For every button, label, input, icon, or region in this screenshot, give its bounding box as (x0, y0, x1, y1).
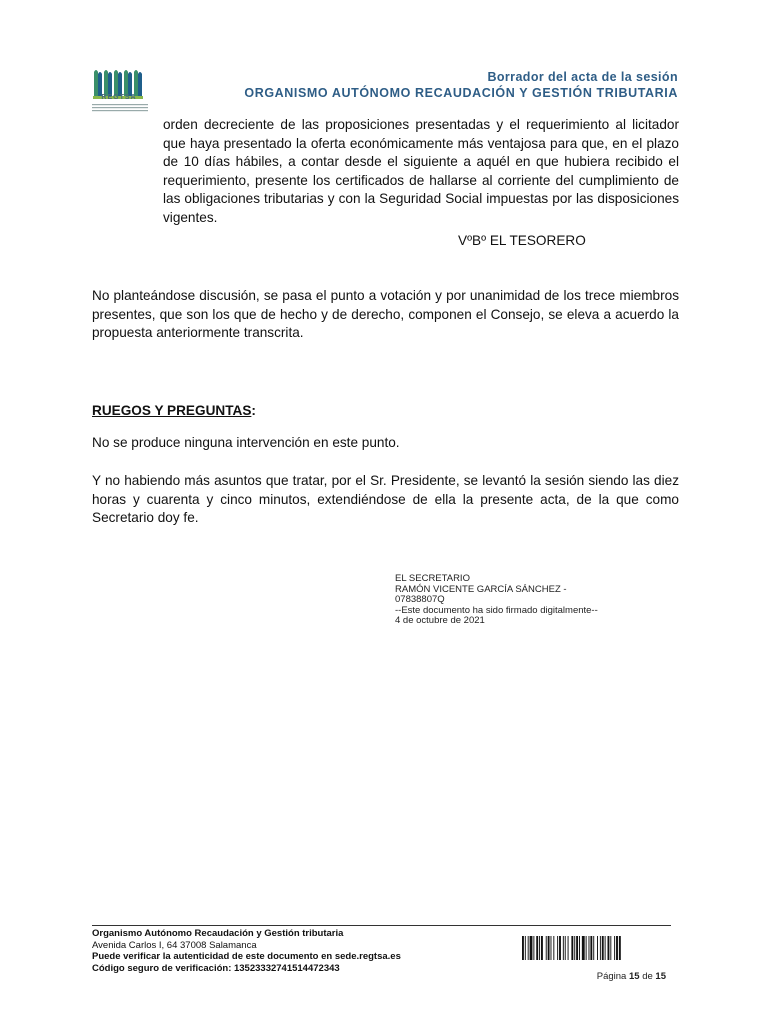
signature-block (395, 574, 598, 627)
footer-verify-link: Puede verificar la autenticidad de este documento en sede.regtsa.es (92, 951, 401, 962)
paragraph-no-intervention: No se produce ninguna intervención en este punto. (92, 435, 400, 450)
barcode-bar (530, 936, 533, 960)
barcode-bar (553, 936, 554, 960)
treasurer-approval: VºBº EL TESORERO (458, 233, 586, 248)
page-number (597, 971, 666, 982)
barcode-bar (557, 936, 558, 960)
barcode-bar (539, 936, 540, 960)
barcode-bar (602, 936, 604, 960)
barcode-bar (541, 936, 543, 960)
barcode-bar (586, 936, 587, 960)
barcode-icon (522, 936, 666, 960)
barcode-bar (597, 936, 598, 960)
barcode-bar (536, 936, 538, 960)
barcode-bar (565, 936, 566, 960)
section-heading (92, 403, 256, 418)
barcode-bar (610, 936, 611, 960)
header-title: Borrador del acta de la sesión (487, 70, 678, 84)
barcode-bar (528, 936, 529, 960)
footer-block (92, 928, 401, 974)
footer-divider (92, 925, 671, 926)
barcode-bar (579, 936, 580, 960)
barcode-bar (546, 936, 547, 960)
signature-role: EL SECRETARIO (395, 573, 470, 584)
barcode-bar (616, 936, 618, 960)
page-total: 15 (655, 971, 666, 982)
logo-tagline-lines (92, 103, 148, 112)
barcode-bar (563, 936, 564, 960)
footer-address: Avenida Carlos I, 64 37008 Salamanca (92, 939, 257, 951)
page-separator: de (642, 971, 653, 982)
barcode-bar (571, 936, 573, 960)
barcode-bar (619, 936, 621, 960)
section-heading-title: RUEGOS Y PREGUNTAS (92, 403, 252, 418)
footer-organization: Organismo Autónomo Recaudación y Gestión tributaria (92, 928, 344, 939)
section-heading-colon: : (251, 403, 256, 418)
barcode-bar (605, 936, 606, 960)
paragraph-closing: Y no habiendo más asuntos que tratar, por el Sr. Presidente, se levantó la sesión siendo las diez horas y cuarenta y cinco minutos, extendiéndose de ella la presente acta, de la que como Secretario doy fe. (92, 473, 679, 525)
paragraph-requirements: orden decreciente de las proposiciones presentadas y el requerimiento al licitador que haya presentado la oferta económicamente más ventajosa para que, en el plazo de 10 días hábiles, a contar desde el siguiente a aquél en que hubiera recibido el requerimiento, presente los certificados de hallarse al corriente del cumplimiento de las obligaciones tributarias y con la Seguridad Social impuestas por las disposiciones vigentes. (163, 117, 679, 225)
footer-verification-code: Código seguro de verificación: 13523332741514472343 (92, 962, 340, 974)
barcode-bar (551, 936, 552, 960)
barcode-bar (590, 936, 592, 960)
barcode-bar (614, 936, 615, 960)
barcode-bar (525, 936, 526, 960)
barcode-bar (593, 936, 594, 960)
barcode-bar (568, 936, 569, 960)
barcode-bar (559, 936, 561, 960)
barcode-bar (576, 936, 578, 960)
signature-digital-note: --Este documento ha sido firmado digitalmente-- (395, 604, 598, 616)
barcode-bar (582, 936, 585, 960)
paragraph-vote: No planteándose discusión, se pasa el punto a votación y por unanimidad de los trece miembros presentes, que son los que de hecho y de derecho, componen el Consejo, se eleva a acuerdo la propuesta anteriormente transcrita. (92, 288, 679, 340)
header-organization: ORGANISMO AUTÓNOMO RECAUDACIÓN Y GESTIÓN TRIBUTARIA (244, 86, 678, 100)
signature-name: RAMÓN VICENTE GARCÍA SÁNCHEZ - (395, 583, 567, 595)
page-current: 15 (628, 971, 640, 982)
signature-id: 07838807Q (395, 594, 445, 605)
page-prefix: Página (596, 971, 627, 982)
barcode-bar (589, 936, 590, 960)
logo-text: REGTSA (101, 94, 137, 101)
barcode-bar (522, 936, 524, 960)
barcode-bar (533, 936, 534, 960)
barcode-bar (600, 936, 601, 960)
barcode-bar (548, 936, 550, 960)
signature-date: 4 de octubre de 2021 (395, 615, 485, 626)
barcode-bar (574, 936, 575, 960)
barcode-bar (608, 936, 610, 960)
